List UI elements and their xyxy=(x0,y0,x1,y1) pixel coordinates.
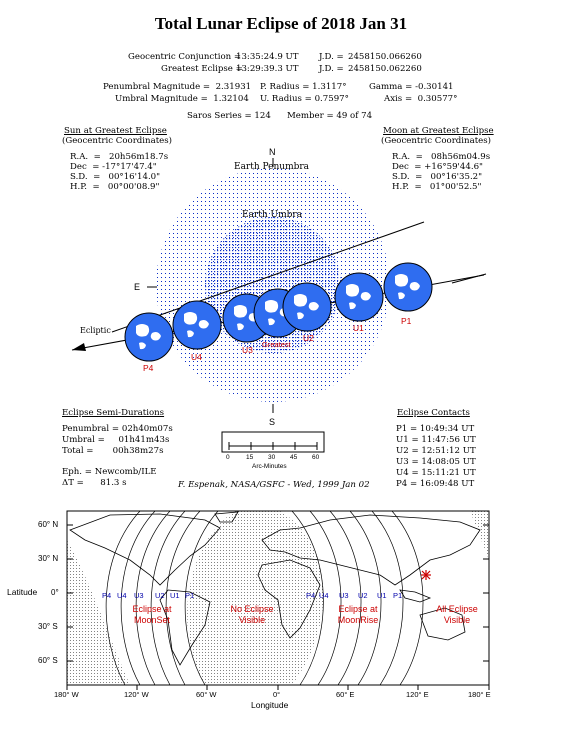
region-moonrise-line1: Eclipse at xyxy=(338,604,378,614)
map-right-p1: P1 xyxy=(393,591,403,600)
sun-sd: S.D. = 00°16'14.0" xyxy=(70,172,161,182)
moon-path-arrowhead xyxy=(72,343,86,351)
moon-hp: H.P. = 01°00'52.5" xyxy=(392,182,482,192)
sun-dec: Dec = -17°17'47.4" xyxy=(70,162,157,172)
scale-tick-30: 30 xyxy=(268,454,276,461)
scale-tick-0: 0 xyxy=(226,454,230,461)
moon-subheading: (Geocentric Coordinates) xyxy=(381,136,492,146)
map-left-u1: U1 xyxy=(170,591,180,600)
earth-penumbra-label: Earth Penumbra xyxy=(234,162,310,172)
greatest-eclipse-jd-label: J.D. = xyxy=(319,64,344,74)
contact-label-greatest: Greatest xyxy=(262,340,291,349)
map-left-p1: P1 xyxy=(185,591,195,600)
east-label: E xyxy=(134,282,141,292)
lon-tick-60w: 60° W xyxy=(196,690,217,699)
moon-heading: Moon at Greatest Eclipse xyxy=(383,126,494,136)
region-moonrise-line2: MoonRise xyxy=(337,615,379,625)
incoming-arrow-line xyxy=(452,274,486,283)
lon-tick-120e: 120° E xyxy=(406,690,429,699)
geocentric-conjunction-jd: 2458150.066260 xyxy=(348,52,422,62)
moon-sd: S.D. = 00°16'35.2" xyxy=(392,172,483,182)
delta-t: ΔT = 81.3 s xyxy=(62,478,127,488)
scale-tick-45: 45 xyxy=(290,454,298,461)
credit-line: F. Espenak, NASA/GSFC - Wed, 1999 Jan 02 xyxy=(178,480,370,490)
region-all-visible-line1: All Eclipse xyxy=(436,604,478,614)
lat-tick-60n: 60° N xyxy=(38,520,59,529)
moon-dec: Dec = +16°59'44.6" xyxy=(392,162,484,172)
map-left-u2: U2 xyxy=(155,591,165,600)
region-moonset-line2: MoonSet xyxy=(133,615,171,625)
earth-umbra-label: Earth Umbra xyxy=(242,210,303,220)
contact-row-u3: U3 = 14:08:05 UT xyxy=(396,457,476,467)
moon-p4 xyxy=(125,313,173,361)
contact-label-u4: U4 xyxy=(191,352,202,362)
contact-label-u1: U1 xyxy=(353,323,364,333)
region-no-eclipse-line1: No Eclipse xyxy=(230,604,274,614)
world-map xyxy=(67,511,489,690)
moon-u1 xyxy=(335,273,383,321)
lat-tick-0: 0° xyxy=(51,588,59,597)
sun-subheading: (Geocentric Coordinates) xyxy=(62,136,173,146)
umbral-radius: U. Radius = 0.7597° xyxy=(260,94,349,104)
moon-ra: R.A. = 08h56m04.9s xyxy=(392,152,491,162)
scale-tick-15: 15 xyxy=(246,454,254,461)
lon-tick-0: 0° xyxy=(273,690,281,699)
greatest-eclipse-jd: 2458150.062260 xyxy=(348,64,422,74)
lat-tick-30n: 30° N xyxy=(38,554,59,563)
indonesia xyxy=(400,590,430,602)
semi-duration-total: Total = 00h38m27s xyxy=(62,446,164,456)
axis: Axis = 0.30577° xyxy=(384,94,458,104)
umbral-magnitude: Umbral Magnitude = 1.32104 xyxy=(115,94,249,104)
sun-heading: Sun at Greatest Eclipse xyxy=(64,126,167,136)
south-label: S xyxy=(269,417,276,427)
no-eclipse-region xyxy=(187,511,323,685)
moon-p1 xyxy=(384,263,432,311)
region-no-eclipse-line2: Visible xyxy=(238,615,266,625)
gamma: Gamma = -0.30141 xyxy=(369,82,454,92)
saros-member: Member = 49 of 74 xyxy=(287,111,373,121)
sublunar-point-marker xyxy=(421,570,431,580)
lon-tick-120w: 120° W xyxy=(124,690,149,699)
moon-u2 xyxy=(283,283,331,331)
moon-u4 xyxy=(173,301,221,349)
semi-durations-heading: Eclipse Semi-Durations xyxy=(62,408,165,418)
sun-ra: R.A. = 20h56m18.7s xyxy=(70,152,169,162)
penumbral-radius: P. Radius = 1.3117° xyxy=(260,82,347,92)
north-label: N xyxy=(269,147,276,157)
greatest-eclipse-label: Greatest Eclipse = xyxy=(161,64,243,74)
contact-label-p1: P1 xyxy=(401,316,412,326)
geocentric-conjunction-label: Geocentric Conjunction = xyxy=(128,52,242,62)
contact-row-u1: U1 = 11:47:56 UT xyxy=(396,435,476,445)
lon-tick-60e: 60° E xyxy=(336,690,355,699)
lat-tick-60s: 60° S xyxy=(38,656,58,665)
map-left-p4: P4 xyxy=(102,591,112,600)
geocentric-conjunction-time: 13:35:24.9 UT xyxy=(236,52,299,62)
geocentric-conjunction-jd-label: J.D. = xyxy=(319,52,344,62)
greatest-eclipse-time: 13:29:39.3 UT xyxy=(236,64,299,74)
contact-row-p4: P4 = 16:09:48 UT xyxy=(396,479,475,489)
contact-row-u2: U2 = 12:51:12 UT xyxy=(396,446,476,456)
region-all-visible-line2: Visible xyxy=(443,615,471,625)
semi-duration-umbral: Umbral = 01h41m43s xyxy=(62,435,170,445)
longitude-axis-label: Longitude xyxy=(251,700,289,710)
contact-label-u3: U3 xyxy=(242,345,253,355)
lon-tick-180w: 180° W xyxy=(54,690,79,699)
map-right-p4: P4 xyxy=(306,591,316,600)
scale-tick-60: 60 xyxy=(312,454,320,461)
penumbral-magnitude: Penumbral Magnitude = 2.31931 xyxy=(103,82,252,92)
ecliptic-label: Ecliptic xyxy=(80,326,111,335)
contact-label-u2: U2 xyxy=(303,333,314,343)
contact-row-p1: P1 = 10:49:34 UT xyxy=(396,424,475,434)
ephemeris: Eph. = Newcomb/ILE xyxy=(62,467,157,477)
page-title: Total Lunar Eclipse of 2018 Jan 31 xyxy=(154,14,408,33)
map-left-u3: U3 xyxy=(134,591,144,600)
lat-tick-30s: 30° S xyxy=(38,622,58,631)
latitude-axis-label: Latitude xyxy=(7,587,38,597)
map-right-u4: U4 xyxy=(319,591,329,600)
map-right-u3: U3 xyxy=(339,591,349,600)
sun-hp: H.P. = 00°00'08.9" xyxy=(70,182,160,192)
lon-tick-180e: 180° E xyxy=(468,690,491,699)
map-right-u2: U2 xyxy=(358,591,368,600)
semi-duration-penumbral: Penumbral = 02h40m07s xyxy=(62,424,173,434)
map-left-u4: U4 xyxy=(117,591,127,600)
contacts-heading: Eclipse Contacts xyxy=(397,408,470,418)
map-right-u1: U1 xyxy=(377,591,387,600)
contact-row-u4: U4 = 15:11:21 UT xyxy=(396,468,476,478)
saros-series: Saros Series = 124 xyxy=(187,111,271,121)
contact-label-p4: P4 xyxy=(143,363,154,373)
region-moonset-line1: Eclipse at xyxy=(132,604,172,614)
scale-label: Arc-Minutes xyxy=(252,463,287,470)
